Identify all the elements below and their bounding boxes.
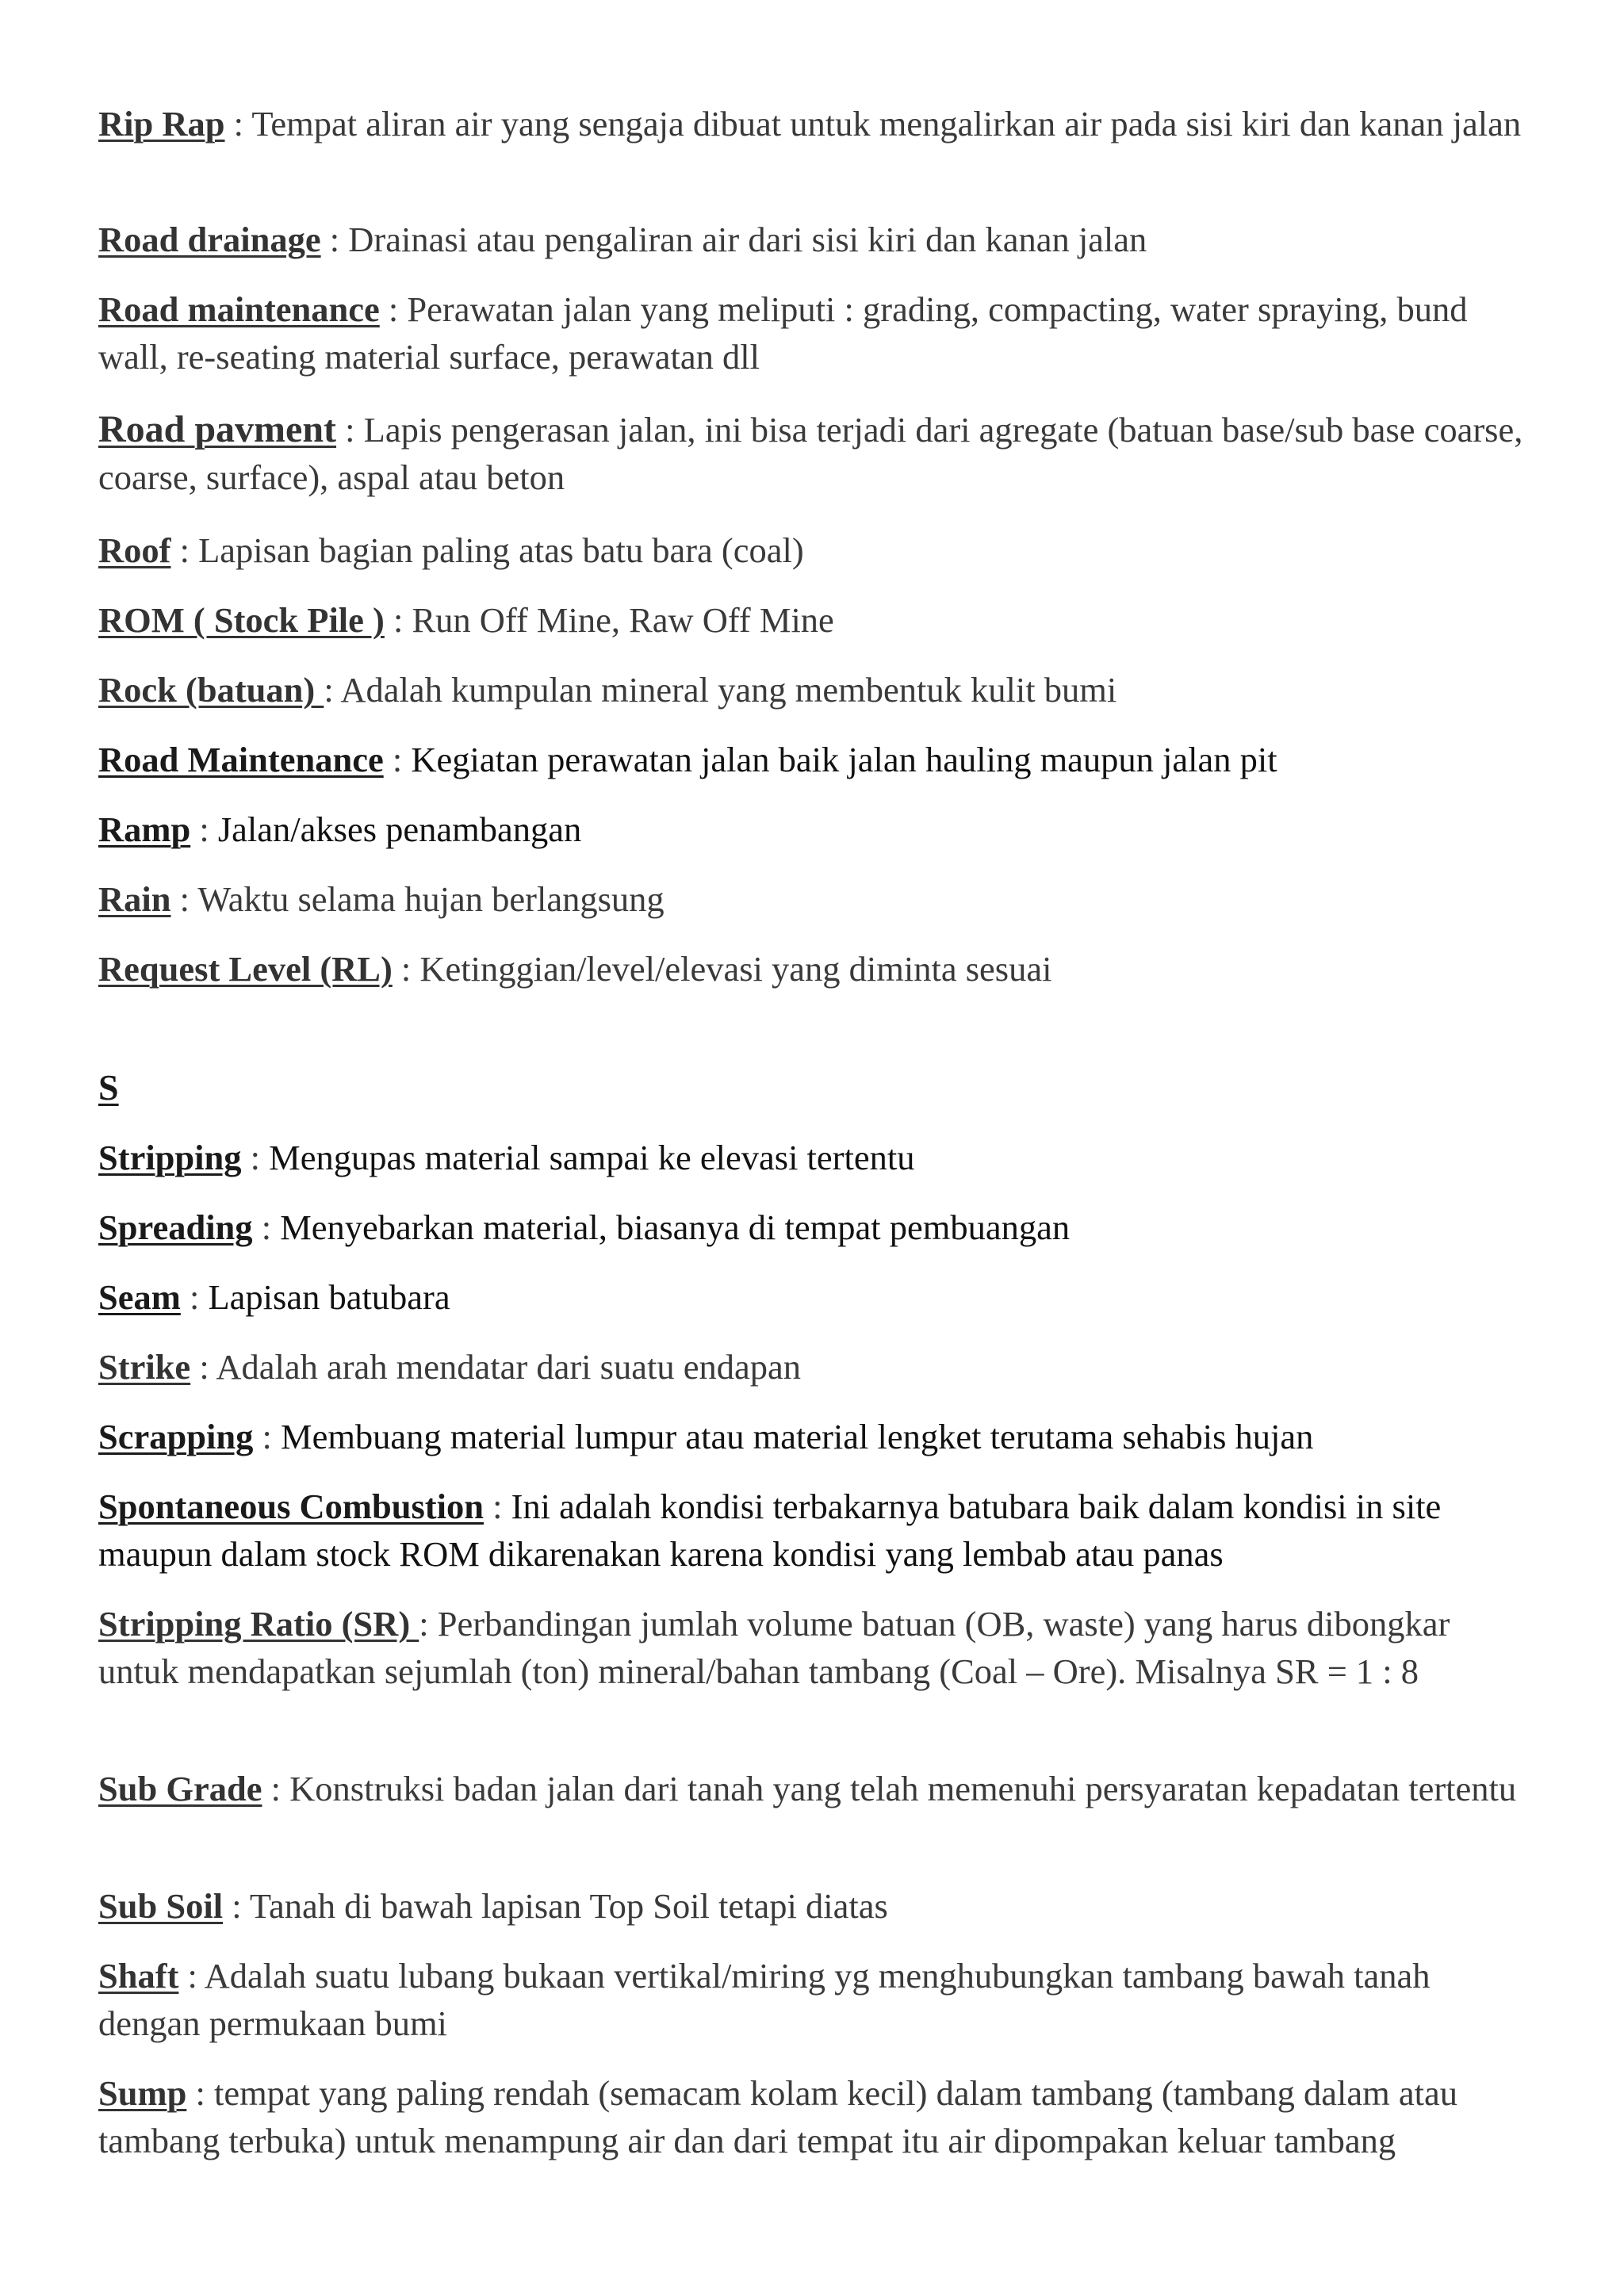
separator: : — [190, 809, 218, 849]
section-heading-s: S — [98, 1067, 119, 1108]
term: Road Maintenance — [98, 740, 384, 779]
term: Rip Rap — [98, 104, 225, 144]
definition: Konstruksi badan jalan dari tanah yang telah memenuhi persyaratan kepadatan tertentu — [289, 1769, 1517, 1808]
term: Road maintenance — [98, 289, 380, 329]
term: Sub Soil — [98, 1886, 224, 1926]
definition: Run Off Mine, Raw Off Mine — [412, 600, 834, 640]
glossary-entry-stripping-ratio — [98, 1600, 1526, 1695]
definition: Menyebarkan material, biasanya di tempat pembuangan — [280, 1207, 1071, 1247]
term: Rain — [98, 879, 171, 919]
glossary-entry-rain — [98, 875, 1526, 923]
glossary-entry-roof — [98, 526, 1526, 574]
separator: : — [252, 1207, 281, 1247]
definition: Lapis pengerasan jalan, ini bisa terjadi dari agregate (batuan base/sub base coarse, coarse, surface), aspal atau beton — [98, 410, 1523, 497]
term: Strike — [98, 1347, 191, 1387]
term: Shaft — [98, 1956, 179, 1996]
definition: Adalah arah mendatar dari suatu endapan — [216, 1347, 801, 1387]
term: Rock (batuan) — [98, 670, 324, 710]
term: Stripping — [98, 1138, 242, 1177]
term: Sump — [98, 2073, 187, 2113]
term: Scrapping — [98, 1417, 254, 1456]
definition: Membuang material lumpur atau material lengket terutama sehabis hujan — [281, 1417, 1314, 1456]
term: Seam — [98, 1277, 181, 1317]
definition: Ini adalah kondisi terbakarnya batubara baik dalam kondisi in site maupun dalam stock ROM dikarenakan karena kondisi yang lembab atau panas — [98, 1487, 1442, 1574]
glossary-entry-ramp — [98, 806, 1526, 853]
glossary-entry-stripping — [98, 1134, 1526, 1181]
definition: Lapisan bagian paling atas batu bara (coal) — [198, 530, 804, 570]
separator: : — [253, 1417, 281, 1456]
definition: Waktu selama hujan berlangsung — [197, 879, 665, 919]
definition: tempat yang paling rendah (semacam kolam kecil) dalam tambang (tambang dalam atau tambang terbuka) untuk menampung air dan dari tempat itu air dipompakan keluar tambang — [98, 2073, 1457, 2160]
term: ROM ( Stock Pile ) — [98, 600, 385, 640]
separator: : — [262, 1769, 290, 1808]
glossary-entry-rom — [98, 596, 1526, 644]
definition: Lapisan batubara — [208, 1277, 450, 1317]
definition: Kegiatan perawatan jalan baik jalan hauling maupun jalan pit — [411, 740, 1277, 779]
glossary-entry-road-drainage — [98, 216, 1526, 263]
term: Roof — [98, 530, 171, 570]
glossary-entry-sub-grade — [98, 1765, 1526, 1812]
separator: : — [419, 1604, 438, 1644]
glossary-entry-rock — [98, 666, 1526, 714]
glossary-entry-request-level — [98, 945, 1526, 993]
term: Sub Grade — [98, 1769, 262, 1808]
definition: Tanah di bawah lapisan Top Soil tetapi diatas — [249, 1886, 888, 1926]
definition: Ketinggian/level/elevasi yang diminta sesuai — [419, 949, 1052, 989]
glossary-entry-sump — [98, 2069, 1526, 2164]
separator: : — [483, 1487, 511, 1526]
definition: Perbandingan jumlah volume batuan (OB, waste) yang harus dibongkar untuk mendapatkan sejumlah (ton) mineral/bahan tambang (Coal – Ore). Misalnya SR = 1 : 8 — [98, 1604, 1450, 1691]
separator: : — [170, 879, 198, 919]
glossary-entry-spontaneous-combustion — [98, 1483, 1526, 1578]
definition: Adalah kumpulan mineral yang membentuk kulit bumi — [340, 670, 1117, 710]
glossary-entry-spreading — [98, 1203, 1526, 1251]
definition: Perawatan jalan yang meliputi : grading, compacting, water spraying, bund wall, re-seating material surface, perawatan dll — [98, 289, 1468, 377]
glossary-entry-road-pavment — [98, 406, 1526, 501]
separator: : — [336, 410, 364, 450]
glossary-entry-shaft — [98, 1952, 1526, 2047]
term: Spreading — [98, 1207, 253, 1247]
definition: Mengupas material sampai ke elevasi tertentu — [269, 1138, 915, 1177]
separator: : — [241, 1138, 270, 1177]
separator: : — [170, 530, 199, 570]
separator: : — [180, 1277, 209, 1317]
separator: : — [392, 949, 420, 989]
definition: Tempat aliran air yang sengaja dibuat untuk mengalirkan air pada sisi kiri dan kanan jalan — [251, 104, 1522, 144]
term: Spontaneous Combustion — [98, 1487, 484, 1526]
glossary-entry-rip-rap — [98, 100, 1526, 147]
separator: : — [223, 1886, 250, 1926]
glossary-entry-strike — [98, 1343, 1526, 1391]
glossary-entry-road-maintenance — [98, 285, 1526, 381]
term: Road pavment — [98, 408, 337, 450]
term: Stripping Ratio (SR) — [98, 1604, 419, 1644]
definition: Jalan/akses penambangan — [217, 809, 582, 849]
glossary-entry-seam — [98, 1273, 1526, 1321]
definition: Drainasi atau pengaliran air dari sisi kiri dan kanan jalan — [348, 220, 1147, 259]
term: Ramp — [98, 809, 191, 849]
separator: : — [178, 1956, 205, 1996]
glossary-entry-scrapping — [98, 1413, 1526, 1460]
term: Road drainage — [98, 220, 321, 259]
separator: : — [379, 289, 408, 329]
term: Request Level (RL) — [98, 949, 393, 989]
separator: : — [190, 1347, 216, 1387]
separator: : — [224, 104, 252, 144]
separator: : — [383, 740, 412, 779]
separator: : — [186, 2073, 214, 2113]
glossary-entry-road-maintenance-2 — [98, 736, 1526, 783]
separator: : — [324, 670, 341, 710]
definition: Adalah suatu lubang bukaan vertikal/miring yg menghubungkan tambang bawah tanah dengan permukaan bumi — [98, 1956, 1431, 2043]
glossary-entry-sub-soil — [98, 1882, 1526, 1930]
separator: : — [320, 220, 349, 259]
separator: : — [384, 600, 412, 640]
